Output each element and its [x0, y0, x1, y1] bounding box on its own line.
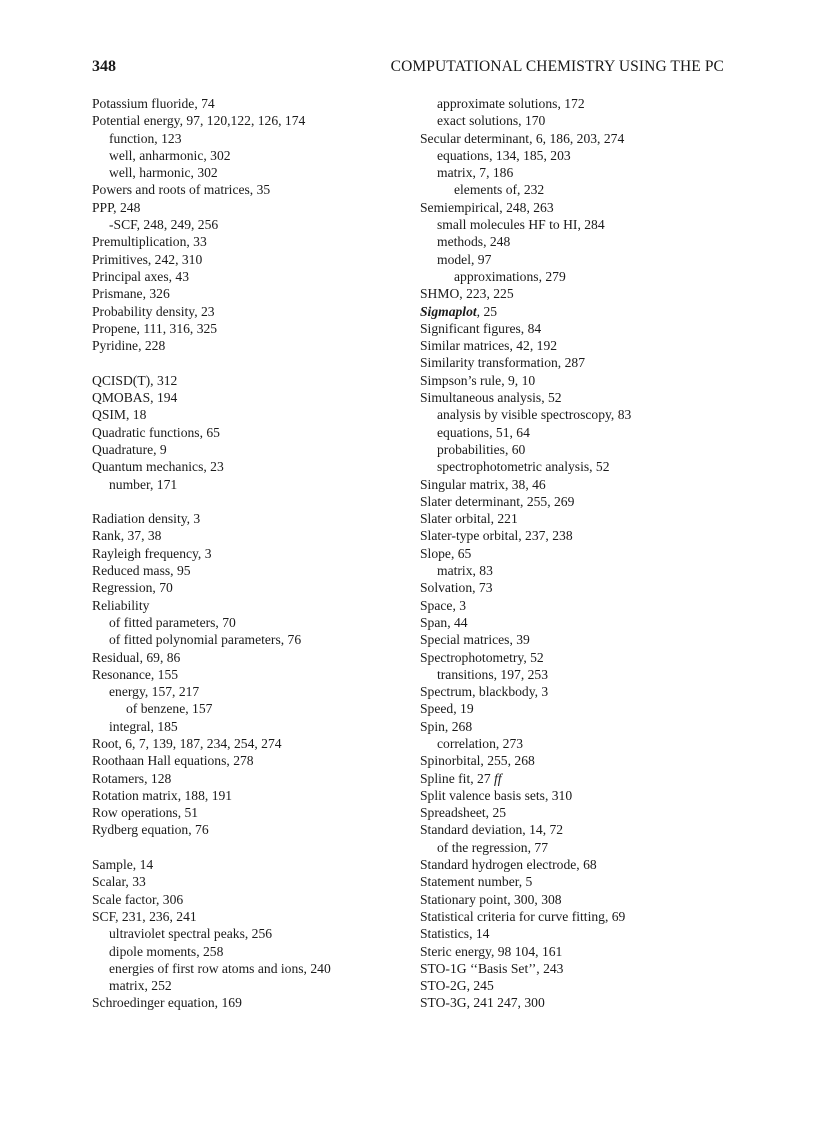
index-entry: [420, 804, 740, 821]
index-entry: [420, 787, 740, 804]
index-entry-text: Quadrature, 9: [92, 441, 167, 457]
index-entry-text: Singular matrix, 38, 46: [420, 476, 546, 492]
index-entry: [92, 372, 412, 389]
index-entry: [420, 683, 740, 700]
index-entry-text: Quantum mechanics, 23: [92, 459, 224, 475]
index-subentry: [420, 268, 740, 285]
index-entry: [420, 994, 740, 1011]
index-entry-text: Solvation, 73: [420, 580, 493, 596]
index-subentry: [420, 735, 740, 752]
index-entry: [92, 562, 412, 579]
index-subentry: [420, 458, 740, 475]
index-entry-text: Space, 3: [420, 597, 467, 613]
index-entry-text: Statement number, 5: [420, 874, 533, 890]
index-entry-text: integral, 185: [109, 718, 178, 734]
index-entry-text: Probability density, 23: [92, 303, 215, 319]
index-entry-text: Significant figures, 84: [420, 320, 542, 336]
index-entry: [92, 597, 412, 614]
index-entry-text: model, 97: [437, 251, 492, 267]
index-entry-text: Similarity transformation, 287: [420, 355, 585, 371]
index-entry-text: Reliability: [92, 597, 150, 613]
index-entry: [92, 406, 412, 423]
index-entry: [92, 770, 412, 787]
index-entry-text: ultraviolet spectral peaks, 256: [109, 926, 273, 942]
index-entry: [420, 389, 740, 406]
index-entry-text: Secular determinant, 6, 186, 203, 274: [420, 130, 625, 146]
index-entry-text: QSIM, 18: [92, 407, 147, 423]
index-subentry: [92, 164, 412, 181]
index-entry-text: Span, 44: [420, 614, 468, 630]
index-entry-text: Rotamers, 128: [92, 770, 172, 786]
index-entry-text: Residual, 69, 86: [92, 649, 181, 665]
index-entry: [92, 181, 412, 198]
index-entry-text: methods, 248: [437, 234, 511, 250]
index-entry-text: of fitted parameters, 70: [109, 614, 236, 630]
index-entry-text: -SCF, 248, 249, 256: [109, 217, 219, 233]
index-entry-text: analysis by visible spectroscopy, 83: [437, 407, 632, 423]
index-entry-text: QMOBAS, 194: [92, 390, 178, 406]
index-entry: [420, 649, 740, 666]
index-entry-text: dipole moments, 258: [109, 943, 224, 959]
index-entry: [92, 424, 412, 441]
index-entry-text: Slater orbital, 221: [420, 511, 518, 527]
index-entry-text: Standard hydrogen electrode, 68: [420, 857, 597, 873]
index-entry: [92, 337, 412, 354]
index-entry: [420, 977, 740, 994]
index-entry: [92, 303, 412, 320]
index-entry: [420, 320, 740, 337]
index-entry-text: approximate solutions, 172: [437, 96, 585, 111]
index-entry-text: elements of, 232: [454, 182, 545, 198]
index-entry: [420, 597, 740, 614]
page-number: 348: [92, 58, 116, 75]
index-entry: [420, 614, 740, 631]
index-entry: [420, 873, 740, 890]
index-entry-text: , 25: [476, 303, 498, 319]
index-entry-text: approximations, 279: [454, 268, 566, 284]
index-entry-text: number, 171: [109, 476, 178, 492]
index-subentry: [420, 666, 740, 683]
page-header: [92, 55, 724, 79]
index-entry-text: energy, 157, 217: [109, 684, 200, 700]
index-entry-text: QCISD(T), 312: [92, 372, 178, 388]
index-entry: [420, 130, 740, 147]
index-entry: [92, 285, 412, 302]
index-entry-text: Scale factor, 306: [92, 891, 184, 907]
index-entry: [420, 960, 740, 977]
index-entry-text: well, harmonic, 302: [109, 165, 218, 181]
index-entry-text: equations, 51, 64: [437, 424, 530, 440]
index-entry-text: Semiempirical, 248, 263: [420, 199, 554, 215]
index-entry: [420, 372, 740, 389]
index-entry: [420, 527, 740, 544]
index-entry-text: Sample, 14: [92, 857, 154, 873]
index-subentry: [92, 476, 412, 493]
index-entry-text: Slater-type orbital, 237, 238: [420, 528, 573, 544]
index-entry: [92, 666, 412, 683]
index-entry: [420, 354, 740, 371]
index-entry-text: Rydberg equation, 76: [92, 822, 209, 838]
index-subentry: [420, 112, 740, 129]
index-entry: [92, 873, 412, 890]
index-subentry: [92, 614, 412, 631]
index-entry-emphasis: Sigmaplot: [420, 303, 477, 319]
index-entry: [92, 233, 412, 250]
index-entry: [92, 112, 412, 129]
index-subentry: [420, 441, 740, 458]
index-entry-text: Schroedinger equation, 169: [92, 995, 242, 1011]
index-entry-text: Special matrices, 39: [420, 632, 530, 648]
index-entry: [420, 821, 740, 838]
index-entry-text: Statistics, 14: [420, 926, 490, 942]
index-entry: [92, 891, 412, 908]
index-entry: [420, 337, 740, 354]
index-entry-text: Standard deviation, 14, 72: [420, 822, 564, 838]
index-entry-text: Simpson’s rule, 9, 10: [420, 372, 536, 388]
index-entry-text: transitions, 197, 253: [437, 666, 549, 682]
index-entry: [420, 856, 740, 873]
index-subentry: [92, 216, 412, 233]
index-entry: [420, 908, 740, 925]
index-entry-text: matrix, 83: [437, 563, 493, 579]
index-entry-text: Radiation density, 3: [92, 511, 201, 527]
index-entry-text: function, 123: [109, 130, 182, 146]
index-entry: [420, 700, 740, 717]
index-entry-text: Similar matrices, 42, 192: [420, 338, 558, 354]
index-entry: [92, 389, 412, 406]
index-subentry: [420, 424, 740, 441]
index-entry-text: Statistical criteria for curve fitting, 69: [420, 908, 626, 924]
index-entry-text: Rotation matrix, 188, 191: [92, 787, 233, 803]
section-gap: [92, 839, 412, 856]
index-entry-text: Powers and roots of matrices, 35: [92, 182, 271, 198]
index-entry: [420, 285, 740, 302]
index-entry: [420, 199, 740, 216]
index-entry-text: well, anharmonic, 302: [109, 147, 231, 163]
index-entry-text: Propene, 111, 316, 325: [92, 320, 218, 336]
index-entry-text: Roothaan Hall equations, 278: [92, 753, 254, 769]
index-subentry: [420, 181, 740, 198]
index-entry-text: spectrophotometric analysis, 52: [437, 459, 610, 475]
index-entry-text: Principal axes, 43: [92, 268, 190, 284]
index-entry-text: Resonance, 155: [92, 666, 179, 682]
index-entry-text: STO-1G ‘‘Basis Set’’, 243: [420, 960, 564, 976]
section-gap: [92, 354, 412, 371]
index-entry-text: probabilities, 60: [437, 441, 526, 457]
index-entry-text: Spline fit, 27: [420, 770, 495, 786]
index-entry: [92, 268, 412, 285]
index-subentry: [92, 977, 412, 994]
index-subentry: [92, 631, 412, 648]
index-subentry: [420, 95, 740, 112]
index-entry-text: Reduced mass, 95: [92, 563, 191, 579]
index-entry: [420, 579, 740, 596]
index-subentry: [92, 960, 412, 977]
index-entry-text: Spectrophotometry, 52: [420, 649, 544, 665]
index-entry: [420, 925, 740, 942]
index-entry-text: Prismane, 326: [92, 286, 170, 302]
index-entry: [92, 527, 412, 544]
index-entry-text: Spinorbital, 255, 268: [420, 753, 535, 769]
index-entry: [92, 441, 412, 458]
index-entry-text: Rayleigh frequency, 3: [92, 545, 212, 561]
index-entry: [420, 545, 740, 562]
index-column-left: [92, 95, 412, 1012]
index-entry-text: PPP, 248: [92, 199, 141, 215]
index-subentry: [92, 943, 412, 960]
index-entry-text: Simultaneous analysis, 52: [420, 390, 562, 406]
index-entry-text: of the regression, 77: [437, 839, 548, 855]
index-entry-text: SHMO, 223, 225: [420, 286, 514, 302]
index-subentry: [420, 251, 740, 268]
index-entry: [92, 735, 412, 752]
index-entry-text: SCF, 231, 236, 241: [92, 908, 197, 924]
index-subentry: [420, 216, 740, 233]
index-entry-text: Row operations, 51: [92, 805, 199, 821]
index-entry-text: of fitted polynomial parameters, 76: [109, 632, 302, 648]
index-subentry: [420, 147, 740, 164]
index-entry-text: STO-2G, 245: [420, 978, 494, 994]
index-entry-text: exact solutions, 170: [437, 113, 546, 129]
index-entry: [420, 493, 740, 510]
index-subentry: [92, 130, 412, 147]
index-entry: [92, 649, 412, 666]
index-entry: [420, 718, 740, 735]
index-subentry: [92, 683, 412, 700]
index-subentry: [420, 839, 740, 856]
index-entry: [92, 95, 412, 112]
index-entry: [420, 891, 740, 908]
index-entry-text: small molecules HF to HI, 284: [437, 217, 605, 233]
index-entry: [420, 510, 740, 527]
index-entry: [92, 856, 412, 873]
index-entry: [420, 943, 740, 960]
index-entry-text: energies of first row atoms and ions, 240: [109, 960, 331, 976]
index-entry-text: of benzene, 157: [126, 701, 213, 717]
index-entry-text: Rank, 37, 38: [92, 528, 162, 544]
index-entry-text: Stationary point, 300, 308: [420, 891, 562, 907]
index-entry-text: Spin, 268: [420, 718, 473, 734]
index-entry-text: equations, 134, 185, 203: [437, 147, 571, 163]
index-entry-text: Split valence basis sets, 310: [420, 787, 573, 803]
index-entry: [92, 251, 412, 268]
index-entry-text: matrix, 252: [109, 978, 172, 994]
index-subentry: [420, 406, 740, 423]
index-entry-text: correlation, 273: [437, 735, 524, 751]
index-entry-text: Pyridine, 228: [92, 338, 166, 354]
index-subentry: [92, 718, 412, 735]
index-entry-text: Speed, 19: [420, 701, 474, 717]
index-entry: [92, 579, 412, 596]
index-subentry: [92, 147, 412, 164]
index-entry: [92, 510, 412, 527]
index-entry: [92, 804, 412, 821]
index-entry: [420, 631, 740, 648]
index-entry-text: Spectrum, blackbody, 3: [420, 684, 549, 700]
index-entry-text: Premultiplication, 33: [92, 234, 207, 250]
index-entry: [92, 787, 412, 804]
index-entry: [92, 821, 412, 838]
index-subentry: [92, 925, 412, 942]
index-entry: [92, 545, 412, 562]
index-entry: [92, 908, 412, 925]
index-entry-text: Spreadsheet, 25: [420, 805, 507, 821]
index-subentry: [420, 164, 740, 181]
index-column-right: [420, 95, 740, 1012]
index-entry-text: Potassium fluoride, 74: [92, 96, 215, 111]
index-entry-text: Potential energy, 97, 120,122, 126, 174: [92, 113, 306, 129]
index-entry: [420, 303, 740, 320]
section-gap: [92, 493, 412, 510]
index-entry: [92, 458, 412, 475]
index-entry: [92, 994, 412, 1011]
index-entry-text: Root, 6, 7, 139, 187, 234, 254, 274: [92, 735, 282, 751]
index-entry-text: Regression, 70: [92, 580, 173, 596]
index-subentry: [92, 700, 412, 717]
index-entry: [420, 752, 740, 769]
index-entry-suffix: ff: [494, 770, 502, 786]
index-entry-text: Slope, 65: [420, 545, 472, 561]
index-entry-text: Scalar, 33: [92, 874, 146, 890]
index-entry-text: matrix, 7, 186: [437, 165, 514, 181]
index-entry-text: STO-3G, 241 247, 300: [420, 995, 545, 1011]
index-subentry: [420, 562, 740, 579]
index-subentry: [420, 233, 740, 250]
index-entry-text: Steric energy, 98 104, 161: [420, 943, 563, 959]
index-entry: [420, 770, 740, 787]
index-entry-text: Quadratic functions, 65: [92, 424, 220, 440]
index-entry: [92, 752, 412, 769]
index-entry-text: Slater determinant, 255, 269: [420, 493, 575, 509]
running-title: COMPUTATIONAL CHEMISTRY USING THE PC: [390, 58, 724, 75]
index-entry: [92, 199, 412, 216]
index-entry-text: Primitives, 242, 310: [92, 251, 203, 267]
index-entry: [420, 476, 740, 493]
index-entry: [92, 320, 412, 337]
